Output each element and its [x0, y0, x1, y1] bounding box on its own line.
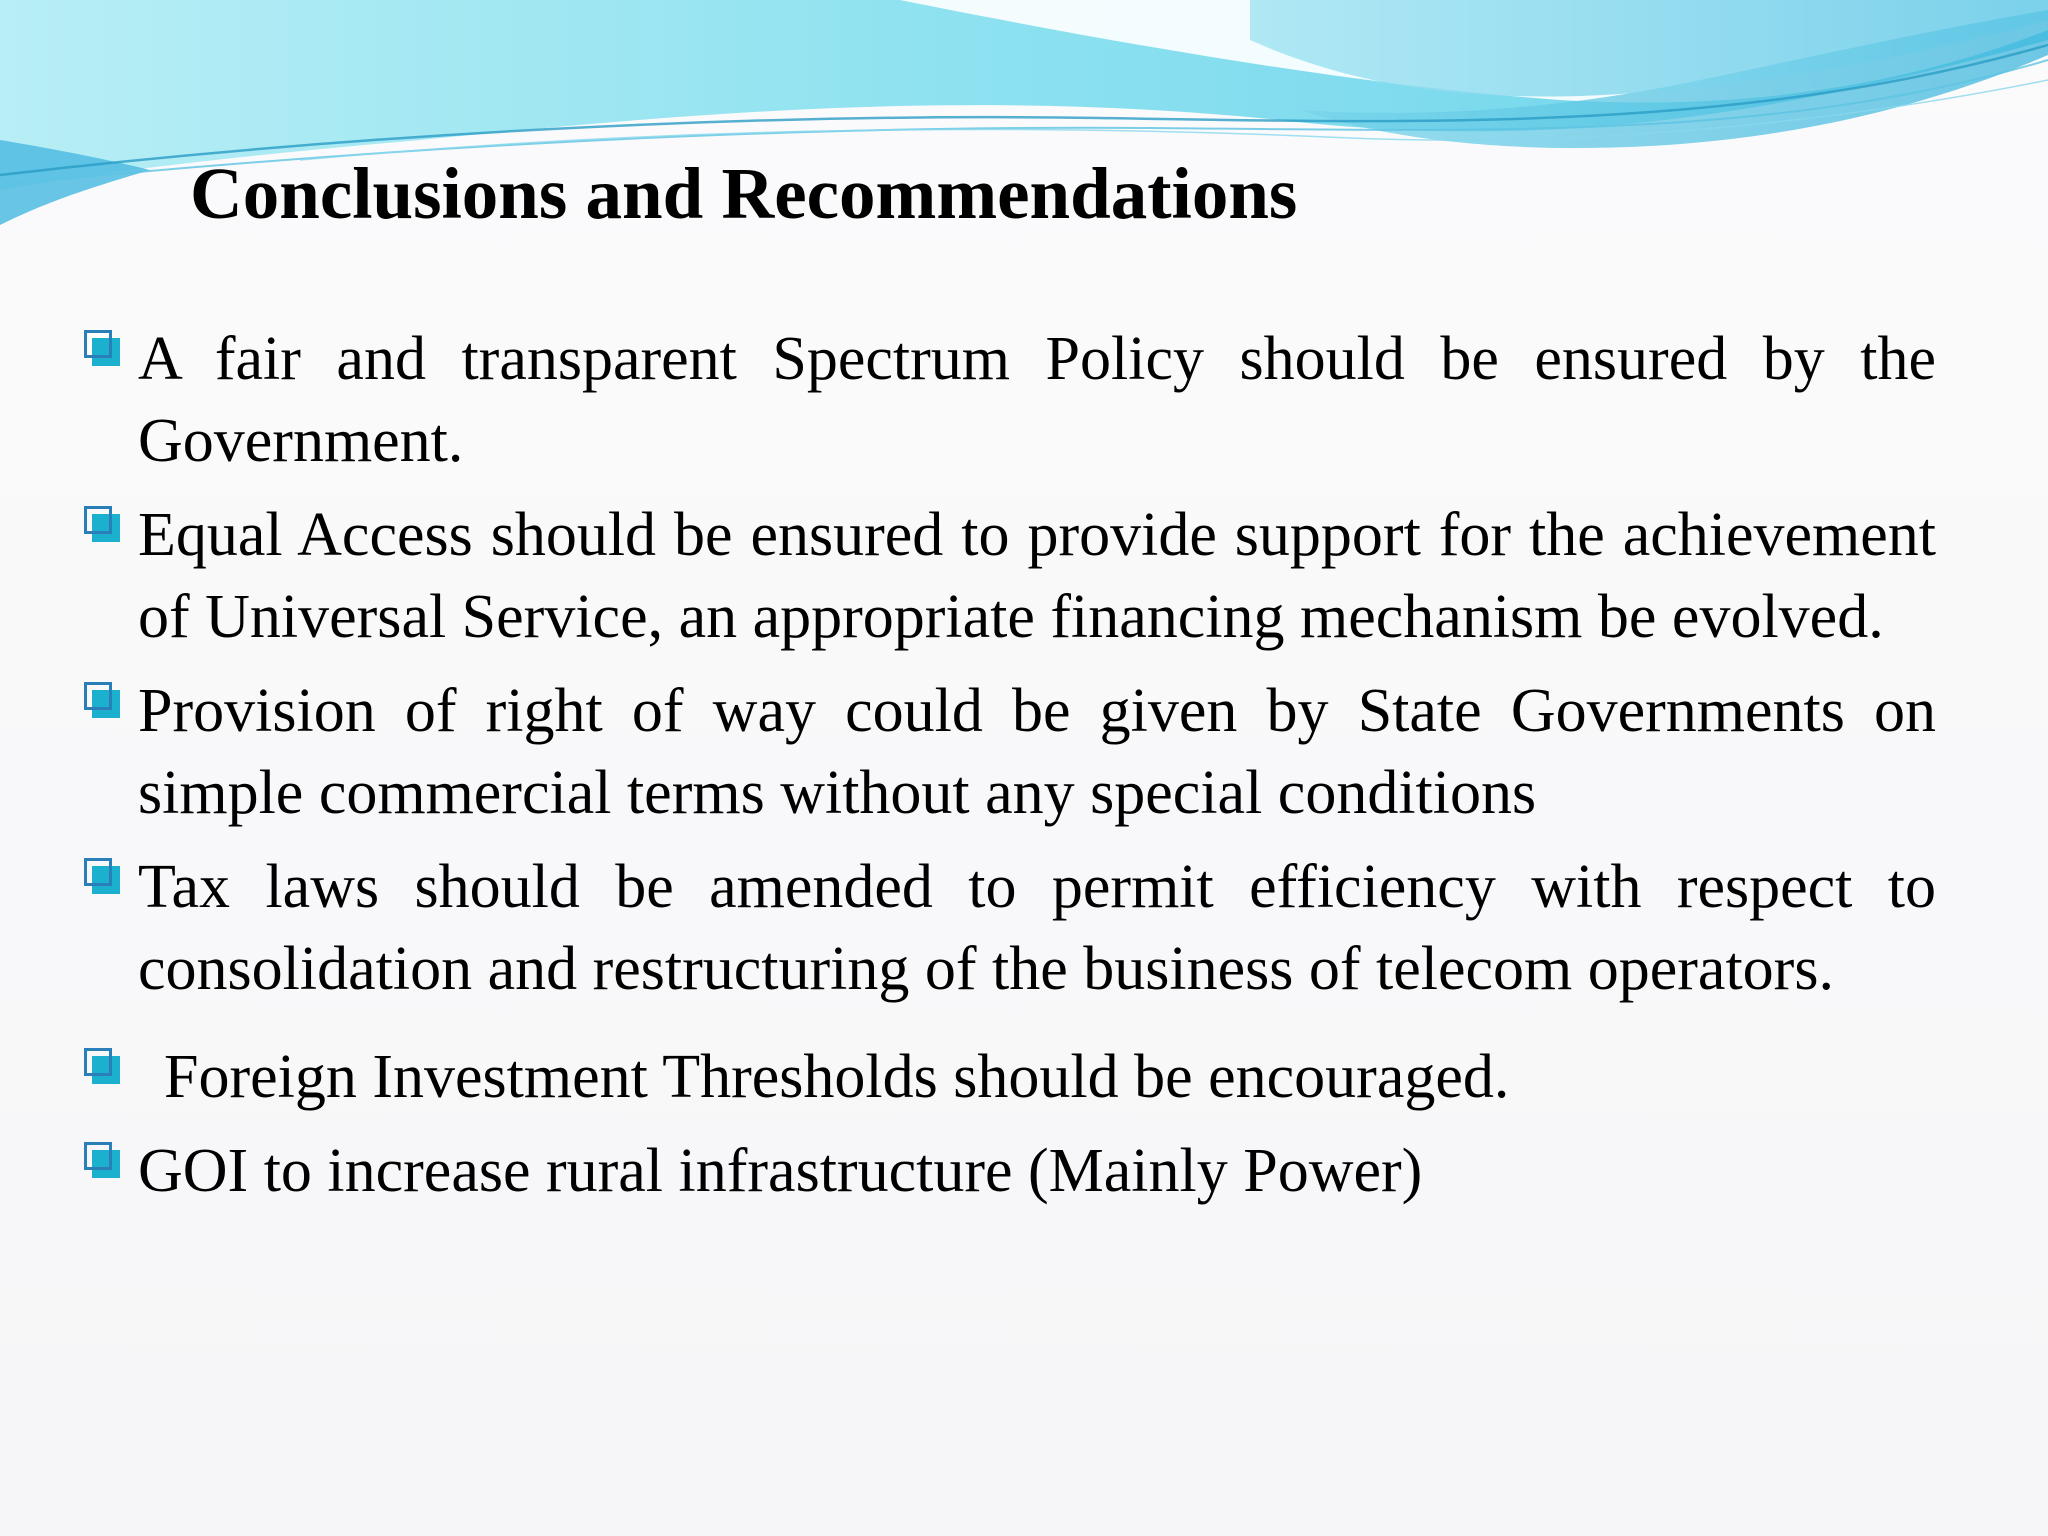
list-item: [82, 846, 1936, 1010]
bullet-text: GOI to increase rural infrastructure (Mainly Power): [138, 1137, 1423, 1205]
list-item: [82, 1130, 1936, 1212]
list-item: [82, 318, 1936, 482]
bullet-text: A fair and transparent Spectrum Policy should be ensured by the Government.: [138, 325, 1936, 475]
bullet-text: Equal Access should be ensured to provide support for the achievement of Universal Service, an appropriate financing mechanism be evolved.: [138, 501, 1936, 651]
list-item: [82, 1036, 1936, 1118]
checkbox-square-icon: [84, 1048, 120, 1084]
bullet-text: Foreign Investment Thresholds should be encouraged.: [164, 1043, 1510, 1111]
bullet-text: Tax laws should be amended to permit efficiency with respect to consolidation and restructuring of the business of telecom operators.: [138, 853, 1936, 1003]
checkbox-square-icon: [84, 330, 120, 366]
list-item: [82, 670, 1936, 834]
list-item: [82, 494, 1936, 658]
checkbox-square-icon: [84, 1142, 120, 1178]
slide-title: Conclusions and Recommendations: [190, 153, 1298, 234]
checkbox-square-icon: [84, 858, 120, 894]
bullet-list: [82, 318, 1936, 1224]
checkbox-square-icon: [84, 506, 120, 542]
checkbox-square-icon: [84, 682, 120, 718]
bullet-text: Provision of right of way could be given by State Governments on simple commercial terms without any special conditions: [138, 677, 1936, 827]
